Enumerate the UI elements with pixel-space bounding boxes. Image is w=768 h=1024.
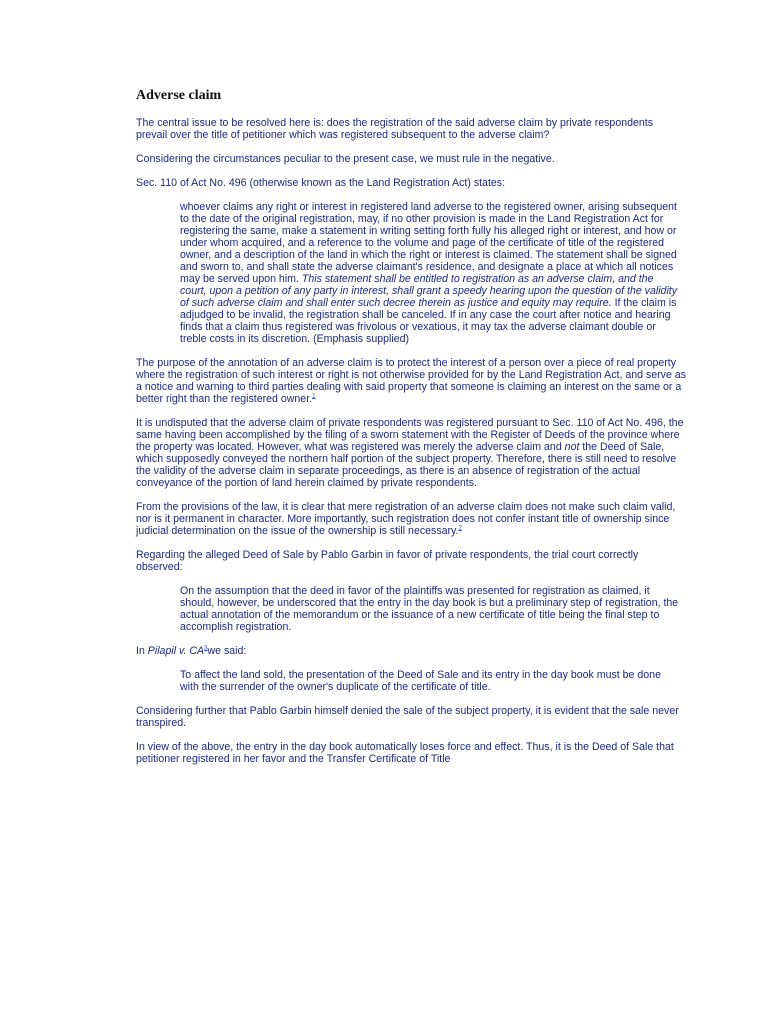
- footnote-link-2[interactable]: 2: [458, 525, 462, 532]
- case-citation: Pilapil v. CA: [147, 645, 205, 657]
- law-provisions-text: From the provisions of the law, it is clear that mere registration of an adverse claim does not make such claim valid, nor is it permanent in character. More importantly, such registration does not confer instant title of ownership since judicial determination on the issue of the ownership is still necessary.: [136, 501, 676, 537]
- pilapil-text-end: we said:: [207, 645, 247, 657]
- statute-emphasis: This statement shall be entitled to registration as an adverse claim, and the court, upon a petition of any party in interest, shall grant a speedy hearing upon the question of the validity of such adverse claim and shall enter such decree therein as justice and equity may require.: [180, 273, 678, 309]
- purpose-text: The purpose of the annotation of an adverse claim is to protect the interest of a person over a piece of real property where the registration of such interest or right is not otherwise provided for by the Land Registration Act, and serve as a notice and warning to third parties dealing with said property that someone is claiming an interest on the same or a better right than the registered owner.: [136, 357, 686, 405]
- statute-text-end: If the claim is adjudged to be invalid, the registration shall be canceled. If in any case the court after notice and hearing finds that a claim thus registered was frivolous or vexatious, it may tax the adverse claimant double or treble costs in its discretion. (Emphasis supplied): [180, 297, 677, 345]
- blockquote-pilapil: To affect the land sold, the presentation of the Deed of Sale and its entry in the day book must be done with the surrender of the owner's duplicate of the certificate of title.: [180, 669, 661, 693]
- blockquote-trial-court: On the assumption that the deed in favor of the plaintiffs was presented for registration as claimed, it should, however, be underscored that the entry in the day book is but a preliminary step of registration, the actual annotation of the memorandum or the issuance of a new certificate of title being the final step to accomplish registration.: [180, 585, 679, 633]
- paragraph-ruling: Considering the circumstances peculiar to the present case, we must rule in the negative.: [136, 153, 555, 165]
- paragraph-conclusion: In view of the above, the entry in the day book automatically loses force and effect. Thus, it is the Deed of Sale that petitioner registered in her favor and the Transfer Certificate of Title: [136, 741, 674, 765]
- footnote-link-1[interactable]: 1: [312, 393, 316, 400]
- section-heading: Adverse claim: [136, 88, 222, 103]
- undisputed-text-start: It is undisputed that the adverse claim of private respondents was registered pursuant to Sec. 110 of Act No. 496, the same having been accomplished by the filing of a sworn statement with the Register of Deeds of the province where the property was located. However, what was registered was merely the adverse claim and: [136, 417, 684, 453]
- paragraph-undisputed: [136, 417, 686, 489]
- paragraph-pilapil: [136, 645, 686, 657]
- blockquote-statute: [180, 201, 680, 345]
- statute-text-start: whoever claims any right or interest in registered land adverse to the registered owner, arising subsequent to the date of the original registration, may, if no other provision is made in the Land Registration Act for registering the same, make a statement in writing setting forth fully his alleged right or interest, and how or under whom acquired, and a reference to the volume and page of the certificate of title of the registered owner, and a description of the land in which the right or interest is claimed. The statement shall be signed and sworn to, and shall state the adverse claimant's residence, and designate a place at which all notices may be served upon him.: [180, 201, 677, 285]
- pilapil-text-start: In: [136, 645, 148, 657]
- paragraph-law-provisions: [136, 501, 686, 537]
- paragraph-central-issue: The central issue to be resolved here is: does the registration of the said adverse claim by private respondents prevail over the title of petitioner which was registered subsequent to the adverse claim?: [136, 117, 654, 141]
- paragraph-statute-intro: Sec. 110 of Act No. 496 (otherwise known as the Land Registration Act) states:: [136, 177, 506, 189]
- footnote-link-3[interactable]: 3: [204, 645, 208, 652]
- paragraph-purpose: [136, 357, 686, 405]
- document-body: [136, 117, 686, 777]
- paragraph-deed-of-sale: Regarding the alleged Deed of Sale by Pablo Garbin in favor of private respondents, the trial court correctly observed:: [136, 549, 639, 573]
- undisputed-emphasis: not: [564, 441, 580, 453]
- paragraph-garbin-denial: Considering further that Pablo Garbin himself denied the sale of the subject property, it is evident that the sale never transpired.: [136, 705, 679, 729]
- undisputed-text-end: the Deed of Sale, which supposedly conveyed the northern half portion of the subject property. Therefore, there is still need to resolve the validity of the adverse claim in separate proceedings, as there is an absence of registration of the actual conveyance of the portion of land herein claimed by private respondents.: [136, 441, 677, 489]
